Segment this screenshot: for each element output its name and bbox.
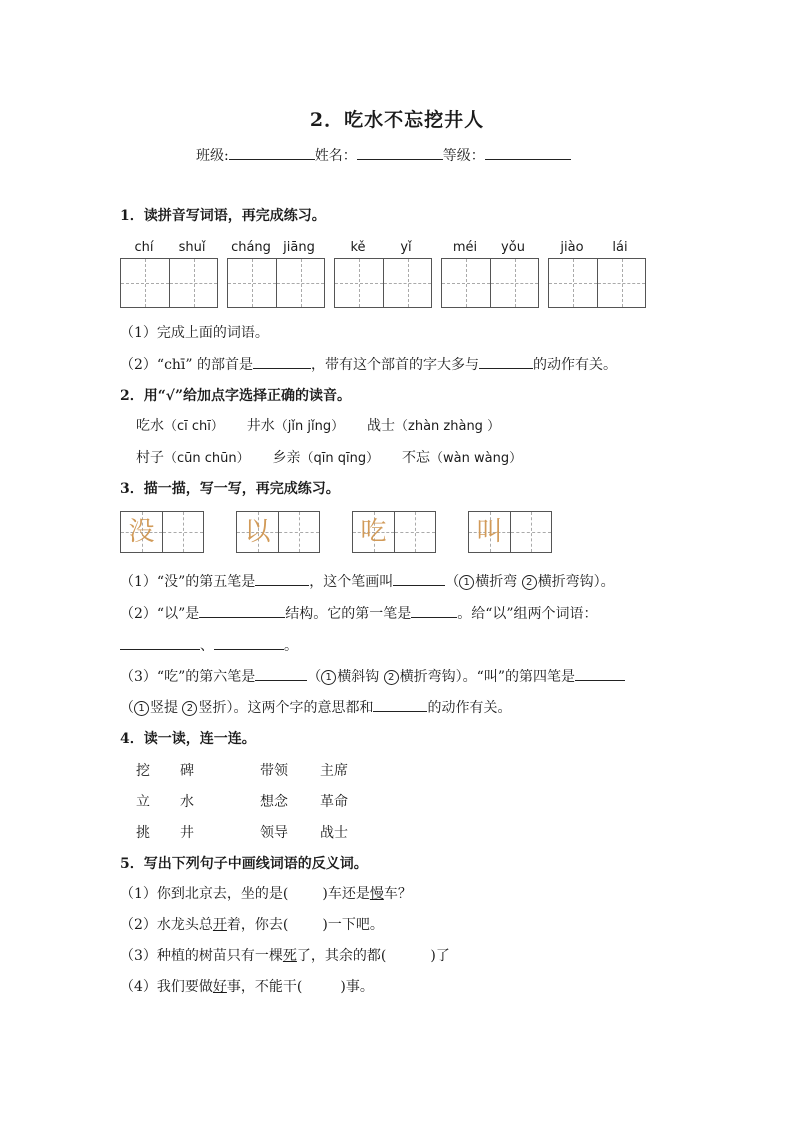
q5-text: 车？ xyxy=(383,886,412,902)
match-item[interactable]: 井 xyxy=(180,825,194,841)
trace-char: 叫 xyxy=(476,517,503,547)
match-item[interactable]: 想念 xyxy=(260,794,288,810)
q1-sub2-text: ，带有这个部首的字大多与 xyxy=(311,357,480,373)
circled-number: 1 xyxy=(134,701,149,716)
pronunciation-options[interactable]: （wàn wàng） xyxy=(430,451,523,466)
q3-text: （1）“没”的第五笔是 xyxy=(120,574,256,590)
q3-sub1 xyxy=(120,571,615,591)
match-item[interactable]: 挖 xyxy=(136,763,150,779)
match-item[interactable]: 领导 xyxy=(260,825,288,841)
word-box-3 xyxy=(334,240,432,308)
stroke-blank-2[interactable] xyxy=(575,666,625,681)
q1-heading: 1．读拼音写词语，再完成练习。 xyxy=(120,208,326,224)
stroke-blank[interactable] xyxy=(255,571,309,586)
underlined-word: 好 xyxy=(212,979,227,995)
q5-text: 事，不能干( xyxy=(226,979,303,995)
q5-text: （4）我们要做 xyxy=(120,979,213,995)
word-box-4 xyxy=(441,240,539,308)
q5-heading: 5．写出下列句子中画线词语的反义词。 xyxy=(120,856,368,872)
trace-char: 没 xyxy=(128,517,155,547)
q3-text: （ xyxy=(120,700,134,716)
pinyin-label: chí xyxy=(134,240,154,255)
q5-text: （3）种植的树苗只有一棵 xyxy=(120,948,283,964)
tian-grid[interactable] xyxy=(334,258,432,308)
pronunciation-options[interactable]: （cūn chūn） xyxy=(164,451,250,466)
pronunciation-options[interactable]: （zhàn zhàng ） xyxy=(395,419,501,434)
class-label: 班级: xyxy=(196,148,229,164)
q2-heading: 2．用“√”给加点字选择正确的读音。 xyxy=(120,388,352,404)
pronunciation-options[interactable]: （jǐn jǐng） xyxy=(274,419,345,434)
q5-text: )事。 xyxy=(340,979,374,995)
underlined-word: 慢 xyxy=(369,886,384,902)
q3-text: 、 xyxy=(200,638,214,654)
q5-line-1 xyxy=(120,883,412,903)
word-blank-1[interactable] xyxy=(120,635,200,650)
q3-text: 的动作有关。 xyxy=(427,700,512,716)
q3-text: （ xyxy=(445,574,460,590)
tian-grid[interactable] xyxy=(441,258,539,308)
pinyin-label: shuǐ xyxy=(178,240,206,255)
circled-number: 2 xyxy=(182,701,197,716)
q4-heading: 4．读一读，连一连。 xyxy=(120,731,256,747)
q1-sub2 xyxy=(120,354,617,374)
q2-word: 井水 xyxy=(246,418,275,434)
action-blank[interactable] xyxy=(373,697,427,712)
q2-row1 xyxy=(136,415,500,435)
word-box-5 xyxy=(548,240,646,308)
trace-box[interactable] xyxy=(468,511,552,553)
q2-word: 战士 xyxy=(367,418,396,434)
tian-grid[interactable] xyxy=(120,258,218,308)
action-blank[interactable] xyxy=(479,354,533,369)
trace-char: 以 xyxy=(244,517,271,547)
match-item[interactable]: 水 xyxy=(180,794,194,810)
pinyin-label: kě xyxy=(350,240,366,255)
q3-text: 。 xyxy=(284,638,298,654)
page-title: 2．吃水不忘挖井人 xyxy=(309,109,485,131)
match-item[interactable]: 主席 xyxy=(320,763,348,779)
q2-word: 村子 xyxy=(136,450,164,466)
q3-text: 结构。它的第一笔是 xyxy=(285,606,412,622)
q2-word: 乡亲 xyxy=(272,450,301,466)
q3-option: 横折弯 xyxy=(475,574,518,590)
match-item[interactable]: 革命 xyxy=(320,794,348,810)
q3-sub4 xyxy=(120,697,511,717)
q2-word: 吃水 xyxy=(136,418,164,434)
grade-blank[interactable] xyxy=(485,145,571,160)
tian-grid[interactable] xyxy=(227,258,325,308)
q3-option: 横斜钩 xyxy=(337,669,380,685)
stroke-name-blank[interactable] xyxy=(393,571,445,586)
q3-text: （ xyxy=(307,669,322,685)
tian-grid[interactable] xyxy=(548,258,646,308)
q5-line-4 xyxy=(120,976,374,996)
q1-sub2-text: （2）“chī” 的部首是 xyxy=(120,357,254,373)
word-box-2 xyxy=(227,240,325,308)
structure-blank[interactable] xyxy=(199,603,285,618)
underlined-word: 开 xyxy=(212,917,227,933)
q1-sub2-text: 的动作有关。 xyxy=(533,357,618,373)
q5-text: )一下吧。 xyxy=(322,917,384,933)
q5-line-2 xyxy=(120,914,384,934)
q5-text: 了，其余的都( xyxy=(296,948,387,964)
q3-text: （3）“吃”的第六笔是 xyxy=(120,669,256,685)
pinyin-label: méi xyxy=(452,240,478,255)
q3-option: 竖折）。这两个字的意思都和 xyxy=(198,700,374,716)
match-item[interactable]: 挑 xyxy=(136,825,150,841)
q5-text: （2）水龙头总 xyxy=(120,917,213,933)
q2-row2 xyxy=(136,447,522,467)
q3-option: 竖提 xyxy=(150,700,178,716)
trace-box[interactable] xyxy=(120,511,204,553)
q5-text: 着，你去( xyxy=(226,917,289,933)
q5-line-3 xyxy=(120,945,450,965)
word-box-1 xyxy=(120,240,218,308)
pinyin-label: cháng xyxy=(231,240,271,255)
q3-heading: 3．描一描，写一写，再完成练习。 xyxy=(120,481,340,497)
trace-char: 吃 xyxy=(360,517,387,547)
q5-text: （1）你到北京去，坐的是( xyxy=(120,886,289,902)
name-label: 姓名： xyxy=(314,148,357,164)
trace-box[interactable] xyxy=(236,511,320,553)
q3-text: ，这个笔画叫 xyxy=(309,574,394,590)
q3-sub2 xyxy=(120,603,598,623)
q3-sub3 xyxy=(120,666,625,686)
trace-box[interactable] xyxy=(352,511,436,553)
pronunciation-options[interactable]: （cī chī） xyxy=(164,419,224,434)
grade-label: 等级： xyxy=(442,148,485,164)
q2-word: 不忘 xyxy=(402,450,431,466)
circled-number: 2 xyxy=(522,575,537,590)
match-item[interactable]: 碑 xyxy=(180,763,194,779)
q3-text: 。给“以”组两个词语： xyxy=(457,606,598,622)
match-item[interactable]: 带领 xyxy=(260,763,288,779)
first-stroke-blank[interactable] xyxy=(411,603,457,618)
match-item[interactable]: 战士 xyxy=(320,825,348,841)
q3-option: 横折弯钩）。“叫”的第四笔是 xyxy=(399,669,576,685)
pinyin-label: jiào xyxy=(560,240,584,255)
pinyin-label: yǐ xyxy=(400,240,412,255)
stroke-blank[interactable] xyxy=(255,666,307,681)
name-blank[interactable] xyxy=(357,145,443,160)
match-item[interactable]: 立 xyxy=(136,794,150,810)
q5-text: )了 xyxy=(430,948,450,964)
circled-number: 1 xyxy=(321,670,336,685)
pronunciation-options[interactable]: （qīn qīng） xyxy=(300,451,380,466)
radical-blank[interactable] xyxy=(253,354,311,369)
class-blank[interactable] xyxy=(229,145,315,160)
pinyin-label: jiāng xyxy=(283,240,315,255)
pinyin-label: lái xyxy=(612,240,628,255)
word-blank-2[interactable] xyxy=(214,635,284,650)
q3-option: 横折弯钩）。 xyxy=(537,574,615,590)
pinyin-label: yǒu xyxy=(501,240,525,255)
q3-text: （2）“以”是 xyxy=(120,606,200,622)
student-info-line xyxy=(196,145,571,165)
q5-text: )车还是 xyxy=(322,886,370,902)
pinyin-grid xyxy=(120,240,660,310)
q1-sub1: （1）完成上面的词语。 xyxy=(120,325,269,341)
q3-sub2-words xyxy=(120,635,298,655)
underlined-word: 死 xyxy=(282,948,297,964)
circled-number: 1 xyxy=(459,575,474,590)
circled-number: 2 xyxy=(384,670,399,685)
